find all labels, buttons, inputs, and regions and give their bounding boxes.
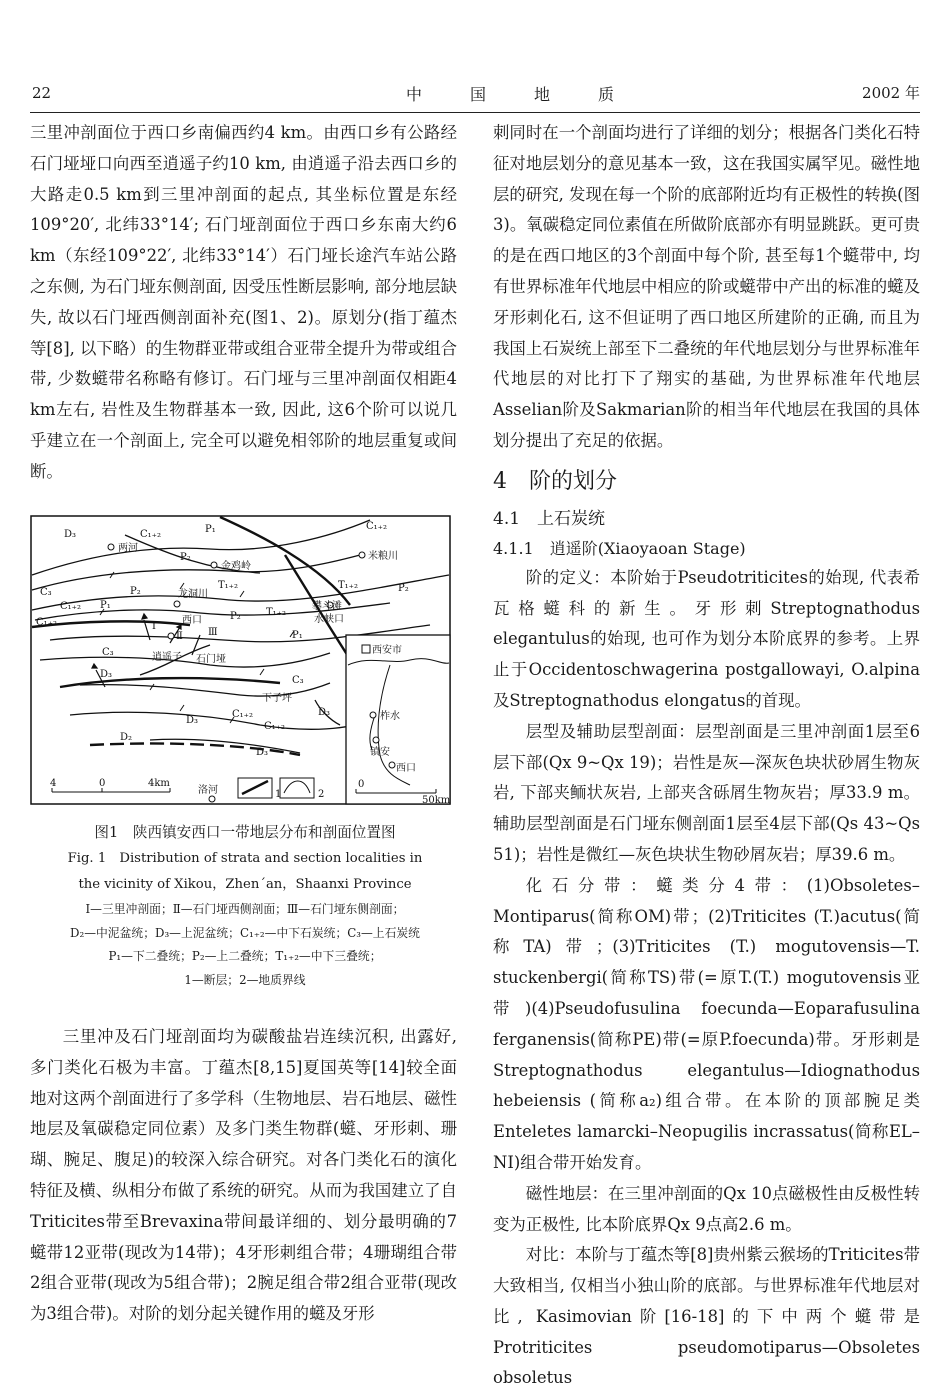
map-label: C₃ <box>102 647 114 658</box>
section-heading: 4 阶的划分 <box>493 468 617 494</box>
left-column-bottom <box>30 1022 457 1330</box>
caption-en: Fig. 1 Distribution of strata and section localities in <box>67 851 423 866</box>
inset-scale-label: 50km <box>422 795 451 806</box>
map-label: T₁₊₂ <box>266 607 286 618</box>
subsubsection-heading: 4.1.1 逍遥阶(Xiaoyaoan Stage) <box>493 538 746 558</box>
caption-note: Ⅰ—三里冲剖面；Ⅱ—石门垭西侧剖面；Ⅲ—石门垭东侧剖面； <box>85 902 405 916</box>
subsection-heading: 4.1 上石炭统 <box>493 508 606 529</box>
map-label: 攀斗滩 <box>312 601 342 612</box>
map-label: C₁₊₂ <box>264 721 285 732</box>
journal-title: 中国地质 <box>406 85 663 104</box>
map-label: D₃ <box>318 707 331 718</box>
inset-label: 镇安 <box>370 747 390 758</box>
map-label: T₁₊₂ <box>218 580 238 591</box>
paragraph: 磁性地层：在三里冲剖面的Qx 10点磁极性由反极性转变为正极性, 比本阶底界Qx 9点高2.6 m。 <box>493 1183 920 1234</box>
left-column-top <box>30 118 457 488</box>
journal-year: 2002 年 <box>862 84 920 102</box>
map-label: C₁₊₂ <box>60 601 81 612</box>
map-label: D₃ <box>100 669 113 680</box>
map-label: Ⅰ <box>152 621 156 632</box>
map-label: D₂ <box>120 732 133 743</box>
legend-label: 2 <box>318 789 325 800</box>
geologic-map-figure <box>30 515 451 820</box>
map-label: C₁₊₂ <box>366 521 387 532</box>
legend-label: 1 <box>275 789 282 800</box>
inset-label: 柞水 <box>380 711 400 722</box>
map-label: 西口 <box>182 615 202 626</box>
map-label: C₁₊₂ <box>140 529 161 540</box>
map-label: D₃ <box>186 715 199 726</box>
map-label: 米粮川 <box>368 551 398 562</box>
map-label: 金鸡岭 <box>221 561 251 572</box>
map-label: C₁₊₂ <box>232 709 253 720</box>
map-label: 洛河 <box>198 785 218 796</box>
map-label: T₁₊₂ <box>338 580 358 591</box>
map-label: C₃ <box>292 675 304 686</box>
paragraph: 对比：本阶与丁蕴杰等[8]贵州紫云猴场的Triticites带大致相当, 仅相当小独山阶的底部。与世界标准年代地层对比, Kasimovian阶[16-18]的下中两个䗴带是Protriticites pseudomotiparus—Obsoletes obsoletus <box>493 1245 920 1388</box>
paragraph: 三里冲及石门垭剖面均为碳酸盐岩连续沉积, 出露好, 多门类化石极为丰富。丁蕴杰[8,15]夏国英等[14]较全面地对这两个剖面进行了多学科（生物地层、岩石地层、磁性地层及氧碳稳定同位素）及多门类生物群(䗴、牙形刺、珊瑚、腕足、腹足)的较深入综合研究。对各门类化石的演化特征及横、纵相分布做了系统的研究。从而为我国建立了自Triticites带至Brevaxina带间最详细的、划分最明确的7䗴带12亚带(现改为14带)；4牙形刺组合带；4珊瑚组合带2组合亚带(现改为5组合带)；2腕足组合带2组合亚带(现改为3组合带)。对阶的划分起关键作用的䗴及牙形 <box>30 1027 457 1324</box>
caption-note: P₁—下二叠统；P₂—上二叠统；T₁₊₂—中下三叠统； <box>108 949 382 964</box>
running-header <box>30 84 920 106</box>
map-label: P₂ <box>398 583 409 594</box>
paragraph: 刺同时在一个剖面均进行了详细的划分；根据各门类化石特征对地层划分的意见基本一致，这在我国实属罕见。磁性地层的研究, 发现在每一个阶的底部附近均有正极性的转换(图3)。氧碳稳定同位素值在所做阶底部亦有明显跳跃。更可贵的是在西口地区的3个剖面中每个阶, 甚至每1个䗴带中, 均有世界标准年代地层中相应的阶或䗴带中产出的标准的䗴及牙形刺化石, 这不但证明了西口地区所建阶的正确, 而且为我国上石炭统上部至下二叠统的年代地层划分与世界标准年代地层的对比打下了翔实的基础, 为世界标准年代地层Asselian阶及Sakmarian阶的相当年代地层在我国的具体划分提出了充足的依据。 <box>493 123 920 450</box>
map-label: P₁ <box>292 630 303 641</box>
map-label: C₃ <box>40 587 52 598</box>
map-label: Ⅲ <box>208 627 218 638</box>
right-column <box>493 118 920 1394</box>
caption-en: the vicinity of Xikou，Zhen´an，Shaanxi Province <box>78 877 412 892</box>
map-label: 逍遥子 <box>152 652 182 663</box>
scale-label: 0 <box>99 778 106 789</box>
map-label: Ⅱ <box>176 631 183 642</box>
scale-label: 4km <box>148 778 170 789</box>
map-label: P₂ <box>180 552 191 563</box>
map-label: 水峡口 <box>314 614 344 625</box>
page-number: 22 <box>32 84 52 102</box>
map-label: P₁ <box>205 524 216 535</box>
map-label: P₁ <box>100 600 111 611</box>
paragraph: 化石分带：䗴类分4带：(1)Obsoletes–Montiparus(简称OM)带；(2)Triticites (T.)acutus(简称TA)带；(3)Triticites (T.) mogutovensis—T. stuckenbergi(简称TS)带(=原T.(T.) mogutovensis亚带)(4)Pseudofusulina foecunda—Eoparafusulina ferganensis(简称PE)带(=原P.foecunda)带。牙形刺是Streptognathodus elegantulus—Idiognathodus hebeiensis (简称a₂)组合带。在本阶的顶部腕足类Enteletes lamarcki–Neopugilis incrassatus(简称EL–NI)组合带开始发育。 <box>493 875 920 1172</box>
map-label: D₃ <box>256 747 269 758</box>
paragraph: 三里冲剖面位于西口乡南偏西约4 km。由西口乡有公路经石门垭垭口向西至逍遥子约10 km, 由逍遥子沿去西口乡的大路走0.5 km到三里冲剖面的起点, 其坐标位置是东经109°20′, 北纬33°14′; 石门垭剖面位于西口乡东南大约6 km（东经109°22′, 北纬33°14′）石门垭长途汽车站公路之东侧, 为石门垭东侧剖面, 因受压性断层影响, 部分地层缺失, 故以石门垭西侧剖面补充(图1、2)。原划分(指丁蕴杰等[8], 以下略）的生物群亚带或组合亚带全提升为带或组合带, 少数䗴带名称略有修订。石门垭与三里冲剖面仅相距4 km左右, 岩性及生物群基本一致, 因此, 这6个阶可以说几乎建立在一个剖面上, 完全可以避免相邻阶的地层重复或间断。 <box>30 123 458 481</box>
scale-label: 4 <box>50 778 57 789</box>
caption-zh: 图1 陕西镇安西口一带地层分布和剖面位置图 <box>94 824 396 841</box>
paragraph: 阶的定义：本阶始于Pseudotriticites的始现, 代表希瓦格䗴科的新生。牙形刺Streptognathodus elegantulus的始现, 也可作为划分本阶底界的参考。上界止于Occidentoschwagerina postgallowayi, O.alpina及Streptognathodus elongatus的首现。 <box>493 567 920 710</box>
caption-note: D₂—中泥盆统；D₃—上泥盆统；C₁₊₂—中下石炭统；C₃—上石炭统 <box>70 925 420 940</box>
map-label: D₃ <box>64 529 77 540</box>
figure-caption <box>30 820 460 992</box>
inset-label: 西安市 <box>372 645 402 656</box>
map-label: 两河 <box>118 543 138 554</box>
paragraph: 层型及辅助层型剖面：层型剖面是三里冲剖面1层至6层下部(Qx 9~Qx 19)；岩性是灰—深灰色块状砂屑生物灰岩, 下部夹鲕状灰岩, 上部夹含砾屑生物灰岩；厚33.9 m。辅助层型剖面是石门垭东侧剖面1层至4层下部(Qs 43~Qs 51)；岩性是微红—灰色块状生物砂屑灰岩；厚39.6 m。 <box>493 721 920 864</box>
map-label: 下子坪 <box>262 693 292 704</box>
map-label: 龙洞川 <box>178 589 208 600</box>
inset-scale-label: 0 <box>358 779 365 790</box>
map-label: 石门垭 <box>196 654 226 665</box>
caption-note: 1—断层；2—地质界线 <box>184 972 306 987</box>
map-label: P₂ <box>130 586 141 597</box>
inset-label: 西口 <box>396 763 416 774</box>
map-label: P₂ <box>230 611 241 622</box>
header-rule <box>30 112 920 113</box>
map-label: C₁₊₂ <box>36 617 57 628</box>
